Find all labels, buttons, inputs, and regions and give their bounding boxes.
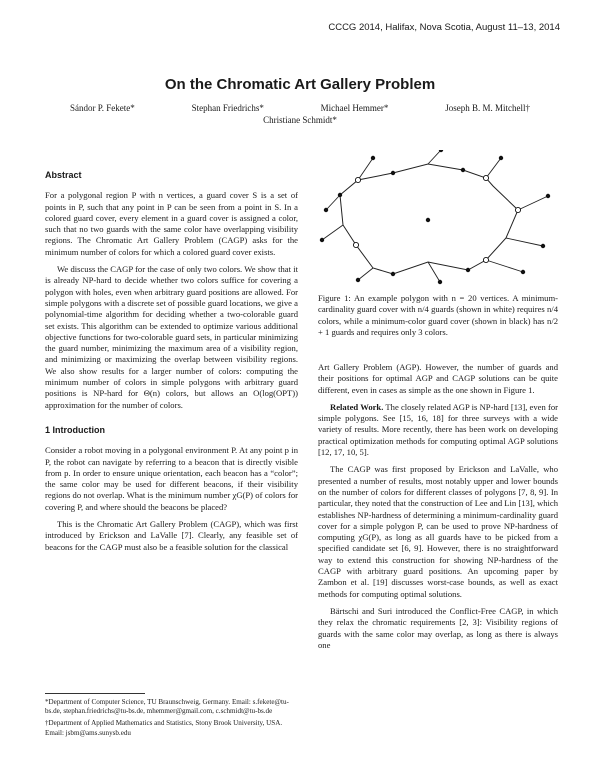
abstract-paragraph: We discuss the CAGP for the case of only two colors. We show that it is already NP-hard to decide whether two colors suffice for covering a polygon with holes, even when arbitrary guard positions are allowed. For simple polygons with a discrete set of possible guard locations, we give a polynomial-time algorithm for deciding whether a two-colorable guard set exists. This algorithm can be extended to optimize various additional objective functions for two-colorable guard sets, in particular minimizing the guard number, minimizing the maximum area of a visibility region, and minimizing or maximizing the overlap between visibility regions. We also show results for a larger number of colors: computing the minimum number of colors in simple polygons with arbitrary guard positions is NP-hard for Θ(n) colors, but allows an O(log(OPT)) approximation for the number of colors. xyxy=(45,264,298,410)
paper-title: On the Chromatic Art Gallery Problem xyxy=(164,76,436,93)
right-column xyxy=(318,362,558,657)
left-column xyxy=(45,170,298,559)
footnote: †Department of Applied Mathematics and Statistics, Stony Brook University, USA. Email: jsbm@ams.sunysb.edu xyxy=(45,719,283,737)
author-name: Christiane Schmidt* xyxy=(263,115,337,125)
paragraph-text: The closely related AGP is NP-hard [13], even for simple polygons. See [15, 16, 18] for three surveys with a wide variety of results. More recently, there has been work on developing practical optimization methods for computing optimal AGP solutions [12, 17, 10, 5]. xyxy=(318,401,558,458)
footnote-rule xyxy=(45,693,145,694)
footnote: *Department of Computer Science, TU Braunschweig, Germany. Email: s.fekete@tu-bs.de, stephan.friedrichs@tu-bs.de, mhemmer@gmail.com, c.schmidt@tu-bs.de xyxy=(45,698,289,716)
body-paragraph: This is the Chromatic Art Gallery Problem (CAGP), which was first introduced by Erickson and LaValle [7]. Clearly, any feasible set of beacons for the CAGP must also be a feasible solution for the classical xyxy=(45,519,298,552)
author-name: Michael Hemmer* xyxy=(320,103,389,113)
polygon-spikes xyxy=(322,150,548,282)
body-paragraph: Art Gallery Problem (AGP). However, the number of guards and their positions for optimal AGP and CAGP solutions can be quite different, even in cases as simple as the one shown in Figure 1. xyxy=(318,362,558,395)
abstract-paragraph: For a polygonal region P with n vertices, a guard cover S is a set of points in P, such that any point in P can be seen from a point in S. In a colored guard cover, every element in a guard cover is assigned a color, such that no two guards with the same color have overlapping visibility regions. The Chromatic Art Gallery Problem (CAGP) asks for the minimum number of colors for which a colored guard cover exists. xyxy=(45,190,298,257)
author-name: Sándor P. Fekete* xyxy=(70,103,135,113)
paragraph-lead: Related Work. xyxy=(330,401,384,412)
author-list xyxy=(70,103,530,125)
section-heading: 1 Introduction xyxy=(45,424,105,435)
author-name: Joseph B. M. Mitchell† xyxy=(445,103,530,113)
abstract-heading: Abstract xyxy=(45,170,82,180)
figure-caption: Figure 1: An example polygon with n = 20 vertices. A minimum-cardinality guard cover with n/4 guards (shown in white) requires n/4 colors, while a minimum-color guard cover (shown in black) has n/2 + 1 guards and requires only 3 colors. xyxy=(318,293,558,337)
body-paragraph: Bärtschi and Suri introduced the Conflict-Free CAGP, in which they relax the chromatic requirements [2, 3]: Visibility regions of guards with the same color may overlap, as long as there is always one xyxy=(318,605,558,650)
body-paragraph xyxy=(318,402,558,458)
author-name: Stephan Friedrichs* xyxy=(191,103,264,113)
footnotes xyxy=(45,693,298,741)
body-paragraph: Consider a robot moving in a polygonal environment P. At any point p in P, the robot can navigate by referring to a beacon that is directly visible from p. In order to ensure unique orientation, each beacon has a “color”; the same color may be used for different beacons, if their visibility regions do not overlap. What is the minimum number χG(P) of colors for covering P, and where should the beacons be placed? xyxy=(45,445,298,512)
body-paragraph: The CAGP was first proposed by Erickson and LaValle, who presented a number of results, most notably upper and lower bounds on the number of colors for different classes of polygons [7, 8, 9]. In particular, they noted that the construction of Lee and Lin [13], which establishes NP-hardness of determining a minimum-cardinality guard cover for a simple polygon P, can be used to prove NP-hardness of computing χG(P), as long as all guards have to be picked from a specified candidate set [6, 9]. However, there is no straightforward way to extend this construction for showing NP-hardness of the CAGP with arbitrary guard positions. An upcoming paper by Zambon et al. [19] discusses worst-case bounds, as well as exact methods for computing optimal solutions. xyxy=(318,464,558,599)
black-guards xyxy=(320,150,550,284)
running-header: CCCG 2014, Halifax, Nova Scotia, August 11–13, 2014 xyxy=(328,22,560,33)
figure-polygon xyxy=(318,150,558,285)
